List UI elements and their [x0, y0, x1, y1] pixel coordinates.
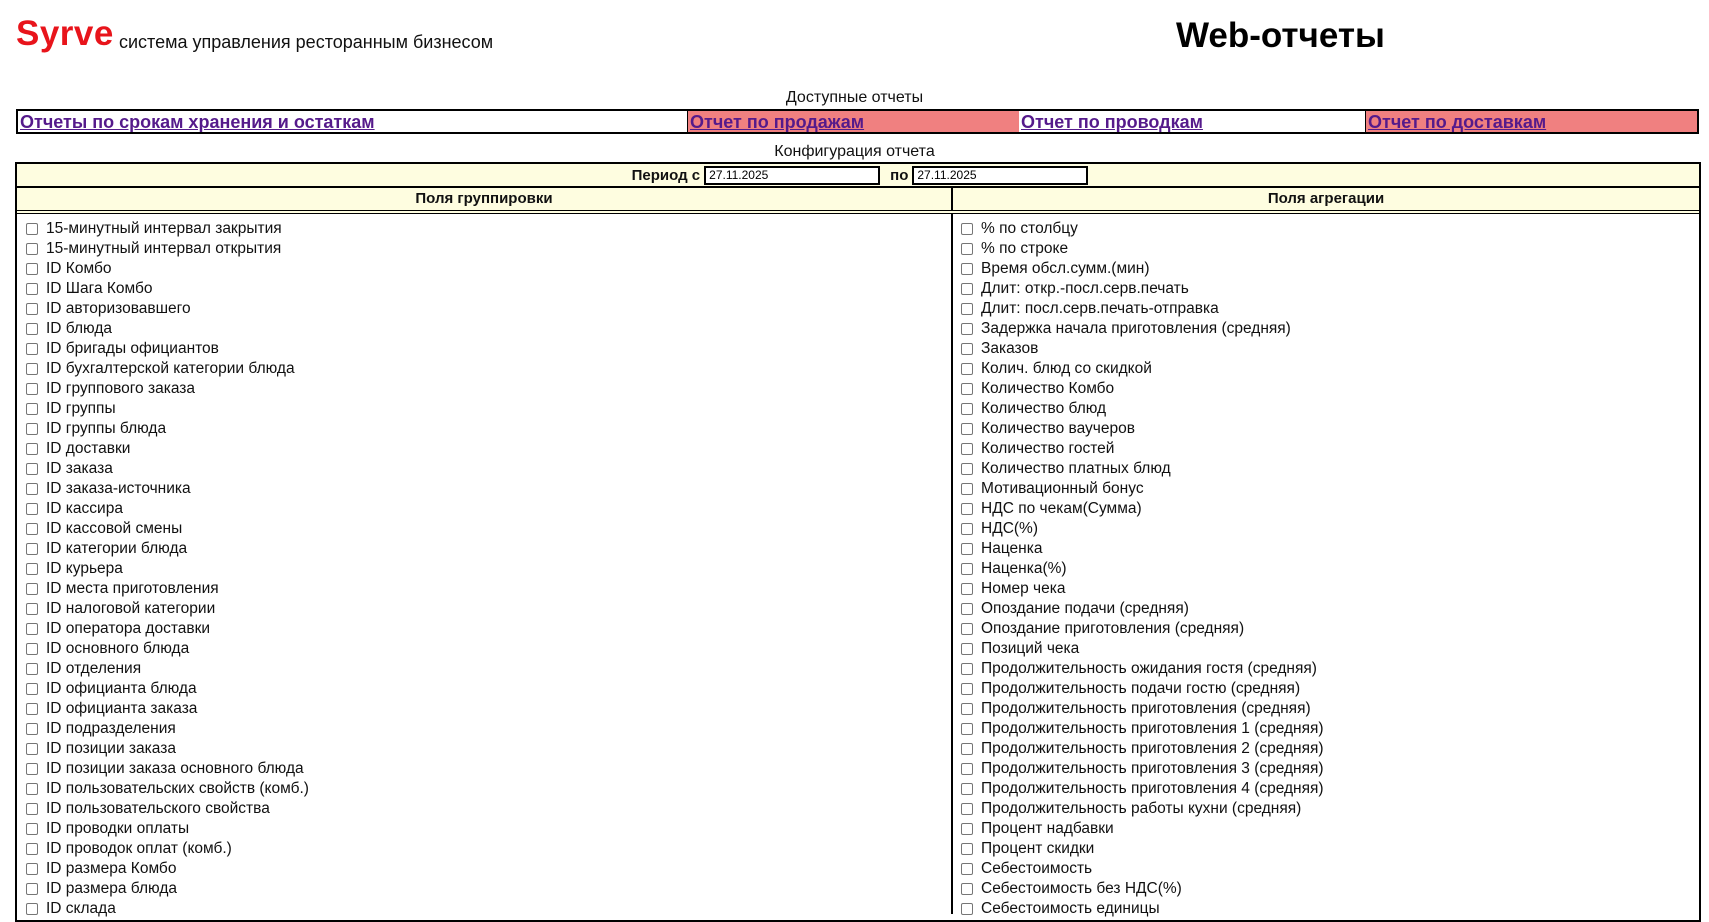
aggregation-field-row[interactable] — [953, 639, 1699, 659]
grouping-field-label: ID размера блюда — [46, 880, 177, 897]
aggregation-checkbox[interactable] — [961, 543, 973, 555]
aggregation-checkbox[interactable] — [961, 643, 973, 655]
grouping-field-row[interactable] — [17, 299, 951, 319]
tab-transactions-report[interactable]: Отчет по проводкам — [1019, 111, 1365, 132]
grouping-field-row[interactable] — [17, 259, 951, 279]
period-to-input[interactable] — [912, 166, 1088, 185]
aggregation-field-row[interactable] — [953, 499, 1699, 519]
aggregation-checkbox[interactable] — [961, 883, 973, 895]
aggregation-field-label: Наценка — [981, 540, 1043, 557]
aggregation-field-row[interactable] — [953, 699, 1699, 719]
tab-storage-and-stock-report[interactable]: Отчеты по срокам хранения и остаткам — [18, 111, 687, 132]
grouping-field-label: ID курьера — [46, 560, 123, 577]
aggregation-checkbox[interactable] — [961, 463, 973, 475]
aggregation-field-row[interactable] — [953, 719, 1699, 739]
grouping-checkbox[interactable] — [26, 463, 38, 475]
grouping-checkbox[interactable] — [26, 683, 38, 695]
grouping-field-label: ID отделения — [46, 660, 142, 677]
aggregation-field-label: Продолжительность приготовления 1 (средняя) — [981, 720, 1324, 737]
aggregation-field-label: Колич. блюд со скидкой — [981, 360, 1152, 377]
aggregation-checkbox[interactable] — [961, 503, 973, 515]
grouping-field-label: ID кассира — [46, 500, 123, 517]
grouping-field-label: ID позиции заказа основного блюда — [46, 760, 304, 777]
aggregation-field-label: Продолжительность работы кухни (средняя) — [981, 800, 1302, 817]
aggregation-field-row[interactable] — [953, 539, 1699, 559]
grouping-checkbox[interactable] — [26, 643, 38, 655]
grouping-checkbox[interactable] — [26, 843, 38, 855]
aggregation-field-row[interactable] — [953, 599, 1699, 619]
aggregation-checkbox[interactable] — [961, 483, 973, 495]
grouping-field-row[interactable] — [17, 759, 951, 779]
period-from-label: Период с — [631, 166, 701, 184]
aggregation-field-label: Длит: посл.серв.печать-отправка — [981, 300, 1219, 317]
grouping-checkbox[interactable] — [26, 743, 38, 755]
aggregation-field-label: Процент скидки — [981, 840, 1095, 857]
aggregation-field-label: Продолжительность приготовления (средняя) — [981, 700, 1311, 717]
aggregation-checkbox[interactable] — [961, 563, 973, 575]
grouping-checkbox[interactable] — [26, 703, 38, 715]
grouping-field-row[interactable] — [17, 239, 951, 259]
grouping-field-label: ID авторизовавшего — [46, 300, 191, 317]
grouping-field-row[interactable] — [17, 499, 951, 519]
tab-delivery-report[interactable]: Отчет по доставкам — [1365, 111, 1697, 132]
grouping-checkbox[interactable] — [26, 723, 38, 735]
aggregation-field-row[interactable] — [953, 899, 1699, 919]
aggregation-field-label: Продолжительность приготовления 3 (средняя) — [981, 760, 1324, 777]
grouping-field-row[interactable] — [17, 399, 951, 419]
aggregation-field-row[interactable] — [953, 279, 1699, 299]
aggregation-field-row[interactable] — [953, 759, 1699, 779]
grouping-field-row[interactable] — [17, 839, 951, 859]
aggregation-field-row[interactable] — [953, 579, 1699, 599]
grouping-field-label: ID официанта блюда — [46, 680, 197, 697]
aggregation-field-label: Себестоимость единицы — [981, 900, 1160, 917]
grouping-field-label: ID пользовательских свойств (комб.) — [46, 780, 309, 797]
aggregation-checkbox[interactable] — [961, 403, 973, 415]
aggregation-field-label: Номер чека — [981, 580, 1066, 597]
grouping-field-row[interactable] — [17, 719, 951, 739]
header — [16, 14, 1696, 64]
aggregation-field-label: НДС по чекам(Сумма) — [981, 500, 1142, 517]
aggregation-checkbox[interactable] — [961, 903, 973, 915]
aggregation-field-row[interactable] — [953, 439, 1699, 459]
brand-tagline: система управления ресторанным бизнесом — [119, 32, 494, 52]
report-config-table — [15, 162, 1701, 922]
aggregation-field-label: Продолжительность приготовления 2 (средняя) — [981, 740, 1324, 757]
aggregation-field-label: Процент надбавки — [981, 820, 1114, 837]
grouping-checkbox[interactable] — [26, 603, 38, 615]
grouping-field-row[interactable] — [17, 679, 951, 699]
aggregation-checkbox[interactable] — [961, 783, 973, 795]
grouping-checkbox[interactable] — [26, 483, 38, 495]
grouping-field-label: ID официанта заказа — [46, 700, 198, 717]
aggregation-field-label: Продолжительность подачи гостю (средняя) — [981, 680, 1301, 697]
grouping-field-row[interactable] — [17, 899, 951, 919]
grouping-field-label: 15-минутный интервал открытия — [46, 240, 282, 257]
grouping-field-label: ID подразделения — [46, 720, 176, 737]
grouping-checkbox[interactable] — [26, 443, 38, 455]
available-reports-caption: Доступные отчеты — [785, 89, 924, 106]
aggregation-field-row[interactable] — [953, 259, 1699, 279]
period-to-label: по — [890, 166, 909, 184]
report-config-caption: Конфигурация отчета — [774, 143, 935, 160]
aggregation-field-label: Себестоимость без НДС(%) — [981, 880, 1182, 897]
aggregation-checkbox[interactable] — [961, 263, 973, 275]
aggregation-field-label: Задержка начала приготовления (средняя) — [981, 320, 1291, 337]
grouping-field-row[interactable] — [17, 339, 951, 359]
grouping-field-label: ID кассовой смены — [46, 520, 183, 537]
grouping-field-row[interactable] — [17, 779, 951, 799]
grouping-checkbox[interactable] — [26, 223, 38, 235]
aggregation-checkbox[interactable] — [961, 623, 973, 635]
aggregation-field-label: Количество платных блюд — [981, 460, 1171, 477]
aggregation-field-label: Себестоимость — [981, 860, 1093, 877]
aggregation-field-label: Опоздание подачи (средняя) — [981, 600, 1189, 617]
aggregation-field-row[interactable] — [953, 219, 1699, 239]
grouping-field-row[interactable] — [17, 479, 951, 499]
grouping-field-label: ID Шага Комбо — [46, 280, 153, 297]
aggregation-checkbox[interactable] — [961, 703, 973, 715]
aggregation-checkbox[interactable] — [961, 323, 973, 335]
grouping-field-row[interactable] — [17, 859, 951, 879]
aggregation-field-label: Продолжительность ожидания гостя (средняя) — [981, 660, 1317, 677]
aggregation-field-label: Количество ваучеров — [981, 420, 1135, 437]
grouping-field-label: ID блюда — [46, 320, 112, 337]
aggregation-checkbox[interactable] — [961, 243, 973, 255]
aggregation-fields-header: Поля агрегации — [1267, 190, 1385, 207]
grouping-checkbox[interactable] — [26, 263, 38, 275]
grouping-field-row[interactable] — [17, 359, 951, 379]
aggregation-field-label: НДС(%) — [981, 520, 1038, 537]
reports-tab-bar — [16, 109, 1699, 134]
aggregation-field-label: Время обсл.сумм.(мин) — [981, 260, 1150, 277]
aggregation-checkbox[interactable] — [961, 223, 973, 235]
grouping-field-label: ID основного блюда — [46, 640, 190, 657]
grouping-checkbox[interactable] — [26, 343, 38, 355]
aggregation-field-label: Наценка(%) — [981, 560, 1067, 577]
grouping-checkbox[interactable] — [26, 763, 38, 775]
aggregation-checkbox[interactable] — [961, 303, 973, 315]
grouping-field-row[interactable] — [17, 799, 951, 819]
aggregation-field-label: Заказов — [981, 340, 1039, 357]
grouping-field-label: ID Комбо — [46, 260, 112, 277]
aggregation-field-row[interactable] — [953, 819, 1699, 839]
brand-logo: Syrve — [16, 14, 114, 53]
aggregation-checkbox[interactable] — [961, 863, 973, 875]
aggregation-checkbox[interactable] — [961, 763, 973, 775]
grouping-field-label: ID размера Комбо — [46, 860, 177, 877]
grouping-checkbox[interactable] — [26, 403, 38, 415]
grouping-checkbox[interactable] — [26, 303, 38, 315]
grouping-checkbox[interactable] — [26, 663, 38, 675]
aggregation-field-label: Позиций чека — [981, 640, 1080, 657]
aggregation-field-row[interactable] — [953, 799, 1699, 819]
aggregation-field-row[interactable] — [953, 679, 1699, 699]
aggregation-checkbox[interactable] — [961, 583, 973, 595]
aggregation-checkbox[interactable] — [961, 603, 973, 615]
aggregation-checkbox[interactable] — [961, 423, 973, 435]
aggregation-field-row[interactable] — [953, 739, 1699, 759]
grouping-field-label: ID проводки оплаты — [46, 820, 190, 837]
page-title: Web-отчеты — [1176, 16, 1385, 55]
aggregation-checkbox[interactable] — [961, 823, 973, 835]
aggregation-field-row[interactable] — [953, 839, 1699, 859]
grouping-field-label: ID налоговой категории — [46, 600, 216, 617]
grouping-field-row[interactable] — [17, 599, 951, 619]
grouping-field-label: ID доставки — [46, 440, 131, 457]
grouping-field-label: ID проводок оплат (комб.) — [46, 840, 232, 857]
grouping-field-label: ID группы — [46, 400, 116, 417]
aggregation-checkbox[interactable] — [961, 443, 973, 455]
grouping-field-label: ID склада — [46, 900, 116, 917]
columns-header-row — [17, 188, 1699, 214]
aggregation-checkbox[interactable] — [961, 803, 973, 815]
grouping-checkbox[interactable] — [26, 803, 38, 815]
aggregation-checkbox[interactable] — [961, 743, 973, 755]
grouping-field-label: ID группы блюда — [46, 420, 167, 437]
grouping-fields-list — [17, 214, 953, 917]
aggregation-checkbox[interactable] — [961, 723, 973, 735]
aggregation-field-row[interactable] — [953, 379, 1699, 399]
aggregation-field-row[interactable] — [953, 399, 1699, 419]
grouping-fields-header: Поля группировки — [17, 188, 953, 210]
grouping-field-row[interactable] — [17, 219, 951, 239]
aggregation-field-label: % по строке — [981, 240, 1069, 257]
grouping-checkbox[interactable] — [26, 823, 38, 835]
grouping-checkbox[interactable] — [26, 423, 38, 435]
aggregation-field-row[interactable] — [953, 859, 1699, 879]
grouping-checkbox[interactable] — [26, 323, 38, 335]
grouping-field-row[interactable] — [17, 739, 951, 759]
aggregation-field-row[interactable] — [953, 479, 1699, 499]
aggregation-field-label: Количество блюд — [981, 400, 1107, 417]
aggregation-field-row[interactable] — [953, 359, 1699, 379]
aggregation-field-label: Продолжительность приготовления 4 (средняя) — [981, 780, 1324, 797]
grouping-checkbox[interactable] — [26, 383, 38, 395]
grouping-field-row[interactable] — [17, 639, 951, 659]
aggregation-field-row[interactable] — [953, 559, 1699, 579]
grouping-checkbox[interactable] — [26, 783, 38, 795]
aggregation-field-row[interactable] — [953, 659, 1699, 679]
aggregation-field-row[interactable] — [953, 879, 1699, 899]
aggregation-field-row[interactable] — [953, 419, 1699, 439]
grouping-field-label: 15-минутный интервал закрытия — [46, 220, 282, 237]
aggregation-checkbox[interactable] — [961, 683, 973, 695]
aggregation-fields-list — [953, 214, 1699, 917]
grouping-checkbox[interactable] — [26, 543, 38, 555]
grouping-checkbox[interactable] — [26, 283, 38, 295]
grouping-field-row[interactable] — [17, 439, 951, 459]
period-from-input[interactable] — [704, 166, 880, 185]
grouping-field-row[interactable] — [17, 519, 951, 539]
aggregation-checkbox[interactable] — [961, 343, 973, 355]
grouping-field-row[interactable] — [17, 559, 951, 579]
grouping-checkbox[interactable] — [26, 883, 38, 895]
grouping-checkbox[interactable] — [26, 243, 38, 255]
aggregation-field-label: Опоздание приготовления (средняя) — [981, 620, 1245, 637]
grouping-field-label: ID места приготовления — [46, 580, 219, 597]
aggregation-field-row[interactable] — [953, 339, 1699, 359]
grouping-field-row[interactable] — [17, 659, 951, 679]
grouping-field-row[interactable] — [17, 319, 951, 339]
grouping-field-label: ID категории блюда — [46, 540, 188, 557]
aggregation-field-label: Длит: откр.-посл.серв.печать — [981, 280, 1189, 297]
fields-body — [17, 214, 1699, 917]
grouping-checkbox[interactable] — [26, 583, 38, 595]
grouping-checkbox[interactable] — [26, 903, 38, 915]
grouping-field-label: ID заказа-источника — [46, 480, 191, 497]
grouping-field-label: ID бухгалтерской категории блюда — [46, 360, 295, 377]
aggregation-field-row[interactable] — [953, 459, 1699, 479]
aggregation-field-label: Количество гостей — [981, 440, 1115, 457]
tab-sales-report[interactable]: Отчет по продажам — [687, 111, 1019, 132]
grouping-field-row[interactable] — [17, 419, 951, 439]
grouping-field-label: ID бригады официантов — [46, 340, 219, 357]
period-row — [17, 164, 1699, 188]
grouping-field-label: ID позиции заказа — [46, 740, 176, 757]
aggregation-checkbox[interactable] — [961, 383, 973, 395]
grouping-field-row[interactable] — [17, 379, 951, 399]
grouping-checkbox[interactable] — [26, 503, 38, 515]
aggregation-checkbox[interactable] — [961, 283, 973, 295]
grouping-field-row[interactable] — [17, 699, 951, 719]
grouping-field-row[interactable] — [17, 619, 951, 639]
aggregation-field-label: % по столбцу — [981, 220, 1078, 237]
aggregation-field-label: Количество Комбо — [981, 380, 1115, 397]
aggregation-field-row[interactable] — [953, 619, 1699, 639]
aggregation-field-row[interactable] — [953, 299, 1699, 319]
aggregation-checkbox[interactable] — [961, 523, 973, 535]
grouping-field-row[interactable] — [17, 879, 951, 899]
aggregation-field-row[interactable] — [953, 239, 1699, 259]
grouping-field-row[interactable] — [17, 579, 951, 599]
grouping-field-label: ID пользовательского свойства — [46, 800, 270, 817]
grouping-checkbox[interactable] — [26, 523, 38, 535]
aggregation-field-label: Мотивационный бонус — [981, 480, 1144, 497]
grouping-checkbox[interactable] — [26, 863, 38, 875]
grouping-field-label: ID заказа — [46, 460, 113, 477]
grouping-field-label: ID оператора доставки — [46, 620, 211, 637]
grouping-checkbox[interactable] — [26, 623, 38, 635]
aggregation-field-row[interactable] — [953, 779, 1699, 799]
grouping-field-row[interactable] — [17, 539, 951, 559]
aggregation-field-row[interactable] — [953, 519, 1699, 539]
aggregation-checkbox[interactable] — [961, 843, 973, 855]
grouping-field-label: ID группового заказа — [46, 380, 196, 397]
grouping-checkbox[interactable] — [26, 363, 38, 375]
grouping-checkbox[interactable] — [26, 563, 38, 575]
grouping-field-row[interactable] — [17, 819, 951, 839]
aggregation-checkbox[interactable] — [961, 663, 973, 675]
aggregation-field-row[interactable] — [953, 319, 1699, 339]
grouping-field-row[interactable] — [17, 459, 951, 479]
aggregation-checkbox[interactable] — [961, 363, 973, 375]
grouping-field-row[interactable] — [17, 279, 951, 299]
